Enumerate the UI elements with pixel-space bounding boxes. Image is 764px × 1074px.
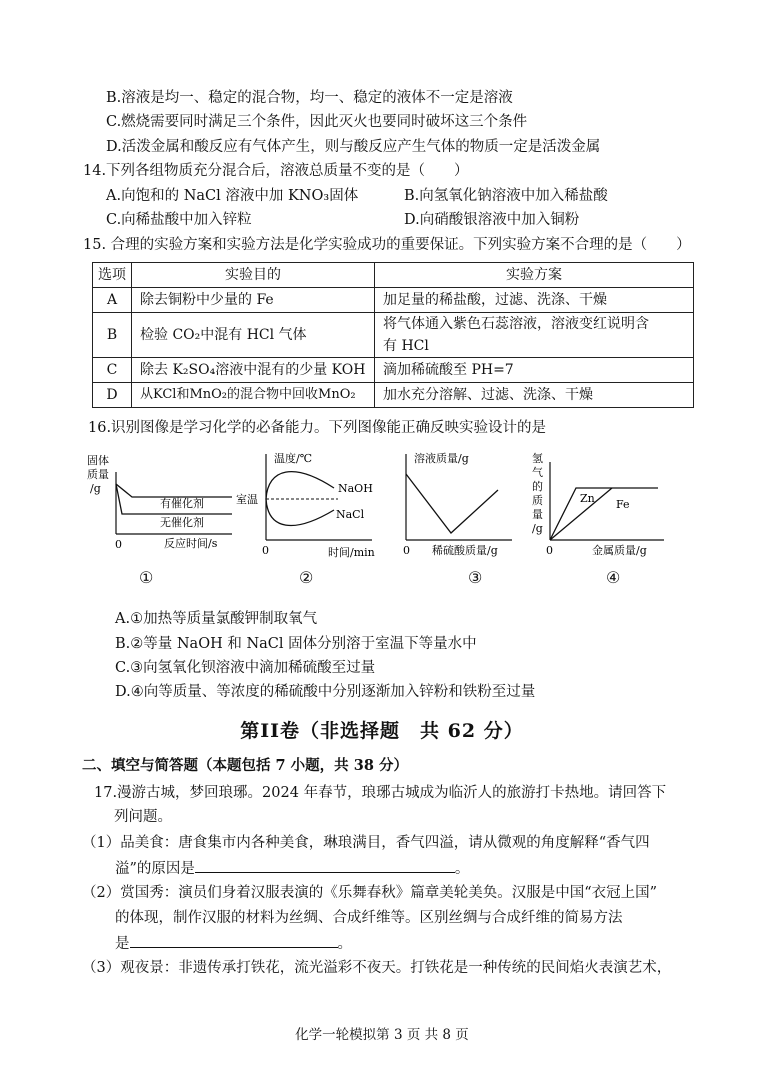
row-purpose: 从KCl和MnO₂的混合物中回收MnO₂	[132, 383, 375, 408]
q16-option-a: A.①加热等质量氯酸钾制取氧气	[115, 611, 318, 627]
page-footer: 化学一轮模拟第 3 页 共 8 页	[295, 1027, 469, 1043]
row-plan: 滴加稀硫酸至 PH=7	[375, 358, 694, 383]
g3-ylabel: 溶液质量/g	[414, 452, 469, 465]
q17-stem-line2: 列问题。	[114, 809, 172, 825]
g3-origin: 0	[403, 544, 410, 557]
section-2-heading: 二、填空与简答题（本题包括 7 小题，共 38 分）	[82, 757, 408, 774]
g4-xlabel: 金属质量/g	[592, 544, 647, 557]
graph-3	[396, 448, 522, 562]
table-row	[93, 313, 694, 358]
graph-2-number: ②	[299, 568, 314, 587]
g2-curve-naoh	[266, 472, 334, 499]
q14-option-a: A.向饱和的 NaCl 溶液中加 KNO₃固体	[106, 188, 359, 204]
table-row	[93, 288, 694, 313]
q14-stem: 14.下列各组物质充分混合后，溶液总质量不变的是（ ）	[83, 163, 469, 179]
q14-option-d: D.向硝酸银溶液中加入铜粉	[404, 212, 580, 228]
q14-option-c: C.向稀盐酸中加入锌粒	[106, 212, 252, 228]
answer-blank-2[interactable]	[130, 933, 338, 948]
graph-2	[234, 448, 394, 562]
q16-stem: 16.识别图像是学习化学的必备能力。下列图像能正确反映实验设计的是	[88, 420, 547, 436]
g4-label-zn: Zn	[580, 492, 595, 505]
g4-ylabel-6: /g	[532, 522, 543, 535]
graph-1-number: ①	[139, 568, 154, 587]
q17-stem-line1: 17.漫游古城，梦回琅琊。2024 年春节，琅琊古城成为临沂人的旅游打卡热地。请回答下	[94, 785, 667, 801]
part2-title: 第II卷（非选择题 共 62 分）	[240, 720, 524, 742]
g1-ylabel-1: 固体	[87, 454, 109, 467]
g4-label-fe: Fe	[616, 498, 630, 511]
graph-4	[524, 450, 674, 562]
row-option: C	[93, 358, 132, 383]
row-plan	[375, 313, 694, 358]
row-plan: 加水充分溶解、过滤、洗涤、干燥	[375, 383, 694, 408]
g1-curve-catalyst	[116, 484, 232, 497]
g2-ylabel: 温度/℃	[274, 452, 313, 465]
g4-ylabel-3: 的	[532, 480, 543, 493]
q17-part1-text: 溢”的原因是	[115, 861, 195, 877]
q16-option-c: C.③向氢氧化钡溶液中滴加稀硫酸至过量	[115, 660, 376, 676]
answer-blank-1[interactable]	[195, 858, 455, 873]
q15-stem: 15. 合理的实验方案和实验方法是化学实验成功的重要保证。下列实验方案不合理的是（ ）	[83, 237, 691, 253]
g4-ylabel-4: 质	[532, 494, 543, 507]
graph-1	[82, 452, 252, 562]
g2-xlabel: 时间/min	[328, 546, 375, 559]
q15-options-table	[92, 262, 694, 408]
header-purpose: 实验目的	[132, 263, 375, 288]
row-option: B	[93, 313, 132, 358]
q17-part2-end: 。	[337, 936, 352, 952]
g1-origin: 0	[115, 538, 122, 551]
q13-option-c: C.燃烧需要同时满足三个条件，因此灭火也要同时破坏这三个条件	[106, 114, 528, 130]
g1-label-catalyst: 有催化剂	[160, 497, 204, 510]
g1-ylabel-3: /g	[90, 482, 101, 495]
graph-4-number: ④	[606, 568, 621, 587]
row-option: A	[93, 288, 132, 313]
row-plan-line2: 有 HCl	[383, 338, 429, 354]
g1-xlabel: 反应时间/s	[164, 537, 218, 550]
g2-curve-nacl	[266, 499, 334, 526]
g2-ref-label: 室温	[236, 493, 258, 506]
q17-part3-line1: （3）观夜景：非遗传承打铁花，流光溢彩不夜天。打铁花是一种传统的民间焰火表演艺术，	[82, 960, 672, 976]
g2-label-naoh: NaOH	[338, 482, 373, 495]
q13-option-d: D.活泼金属和酸反应有气体产生，则与酸反应产生气体的物质一定是活泼金属	[106, 139, 601, 155]
q16-option-d: D.④向等质量、等浓度的稀硫酸中分别逐渐加入锌粉和铁粉至过量	[115, 684, 536, 700]
g4-origin: 0	[546, 544, 553, 557]
row-purpose: 除去 K₂SO₄溶液中混有的少量 KOH	[132, 358, 375, 383]
q17-part1-end: 。	[454, 861, 470, 877]
g4-ylabel-5: 量	[532, 508, 543, 521]
q14-option-b: B.向氢氧化钠溶液中加入稀盐酸	[404, 188, 608, 204]
g2-label-nacl: NaCl	[336, 508, 365, 521]
q17-part2-line3	[115, 933, 352, 954]
row-plan-line1: 将气体通入紫色石蕊溶液，溶液变红说明含	[383, 316, 649, 332]
row-purpose: 检验 CO₂中混有 HCl 气体	[132, 313, 375, 358]
row-plan: 加足量的稀盐酸，过滤、洗涤、干燥	[375, 288, 694, 313]
table-header-row	[93, 263, 694, 288]
g3-curve	[406, 474, 498, 533]
header-plan: 实验方案	[375, 263, 694, 288]
g4-ylabel-1: 氢	[532, 452, 543, 465]
g3-xlabel: 稀硫酸质量/g	[432, 544, 498, 557]
row-option: D	[93, 383, 132, 408]
q17-part2-text: 是	[115, 936, 130, 952]
g2-origin: 0	[262, 544, 269, 557]
row-purpose: 除去铜粉中少量的 Fe	[132, 288, 375, 313]
q17-part2-line2: 的体现，制作汉服的材料为丝绸、合成纤维等。区别丝绸与合成纤维的简易方法	[115, 910, 623, 926]
g4-ylabel-2: 气	[532, 466, 543, 479]
table-row	[93, 383, 694, 408]
g4-curve-zn	[550, 488, 658, 540]
q17-part2-line1: （2）赏国秀：演员们身着汉服表演的《乐舞春秋》篇章美轮美奂。汉服是中国“衣冠上国”	[82, 885, 658, 901]
q16-option-b: B.②等量 NaOH 和 NaCl 固体分别溶于室温下等量水中	[115, 636, 477, 652]
g1-label-no-catalyst: 无催化剂	[160, 516, 204, 529]
header-option: 选项	[93, 263, 132, 288]
q17-part1-line1: （1）品美食：唐食集市内各种美食，琳琅满目，香气四溢，请从微观的角度解释“香气四	[82, 835, 650, 851]
table-row	[93, 358, 694, 383]
q13-option-b: B.溶液是均一、稳定的混合物，均一、稳定的液体不一定是溶液	[106, 90, 513, 106]
q17-part1-line2	[115, 858, 469, 879]
g1-ylabel-2: 质量	[87, 468, 109, 481]
graph-3-number: ③	[468, 568, 483, 587]
